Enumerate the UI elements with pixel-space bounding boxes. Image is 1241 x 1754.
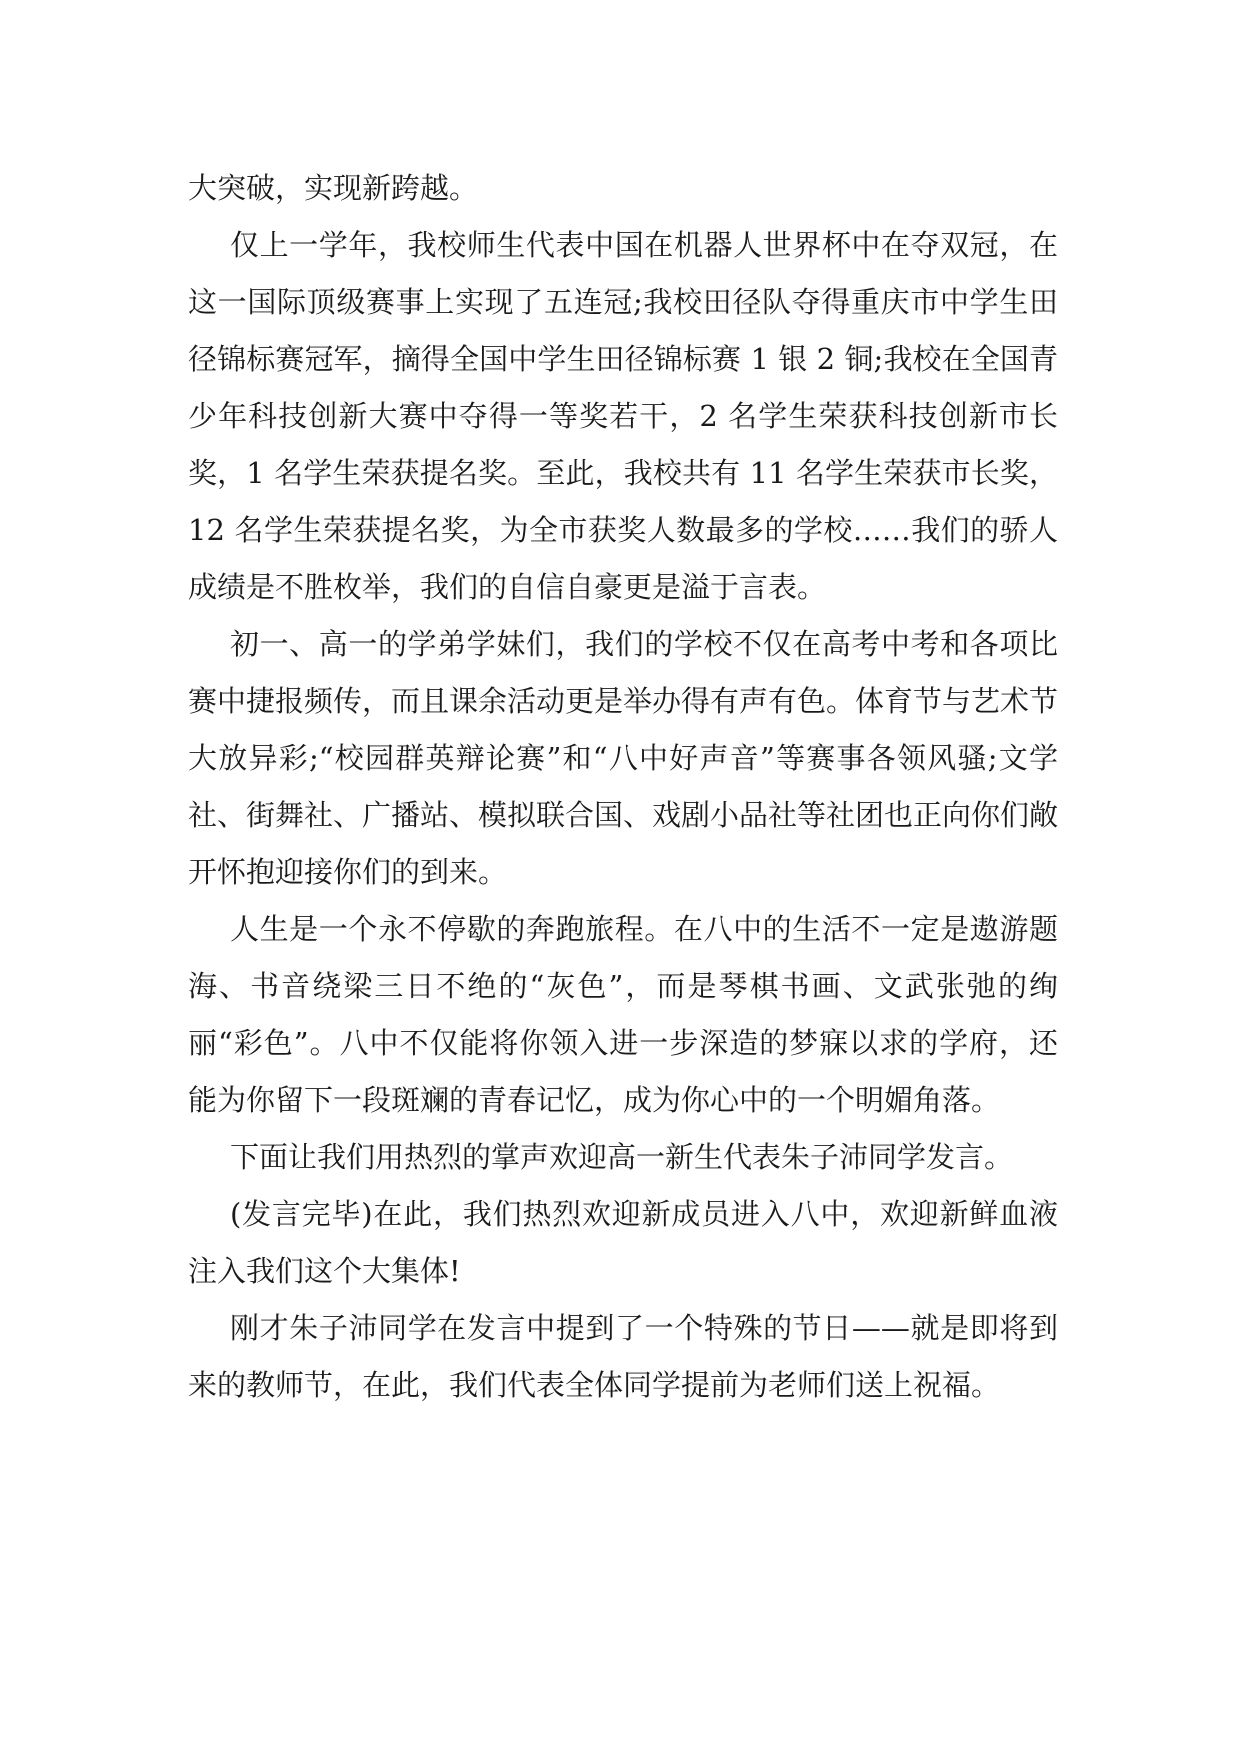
document-body <box>188 160 1058 1414</box>
paragraph: 仅上一学年，我校师生代表中国在机器人世界杯中在夺双冠，在这一国际顶级赛事上实现了五连冠;我校田径队夺得重庆市中学生田径锦标赛冠军，摘得全国中学生田径锦标赛 1 银 2 铜;我校在全国青少年科技创新大赛中夺得一等奖若干，2 名学生荣获科技创新市长奖，1 名学生荣获提名奖。至此，我校共有 11 名学生荣获市长奖，12 名学生荣获提名奖，为全市获奖人数最多的学校……我们的骄人成绩是不胜枚举，我们的自信自豪更是溢于言表。 <box>188 228 1058 604</box>
paragraph: (发言完毕)在此，我们热烈欢迎新成员进入八中，欢迎新鲜血液注入我们这个大集体! <box>188 1197 1058 1288</box>
paragraph: 下面让我们用热烈的掌声欢迎高一新生代表朱子沛同学发言。 <box>230 1140 1014 1174</box>
paragraph: 初一、高一的学弟学妹们，我们的学校不仅在高考中考和各项比赛中捷报频传，而且课余活动更是举办得有声有色。体育节与艺术节大放异彩;“校园群英辩论赛”和“八中好声音”等赛事各领风骚;文学社、街舞社、广播站、模拟联合国、戏剧小品社等社团也正向你们敞开怀抱迎接你们的到来。 <box>188 627 1059 889</box>
paragraph: 刚才朱子沛同学在发言中提到了一个特殊的节日——就是即将到来的教师节，在此，我们代表全体同学提前为老师们送上祝福。 <box>188 1311 1058 1402</box>
paragraph: 大突破，实现新跨越。 <box>188 171 479 205</box>
paragraph: 人生是一个永不停歇的奔跑旅程。在八中的生活不一定是遨游题海、书音绕梁三日不绝的“灰色”，而是琴棋书画、文武张弛的绚丽“彩色”。八中不仅能将你领入进一步深造的梦寐以求的学府，还能为你留下一段斑斓的青春记忆，成为你心中的一个明媚角落。 <box>188 912 1058 1117</box>
